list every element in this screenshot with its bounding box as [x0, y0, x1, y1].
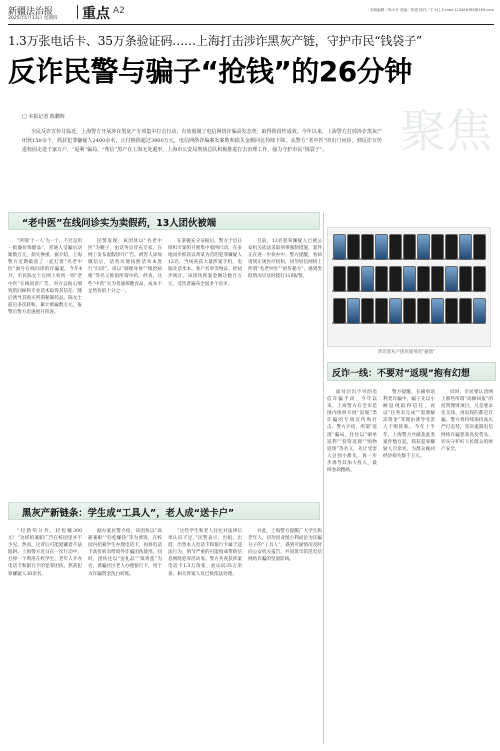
paragraph: “所谓‘十一人’为一个，不过是用一批廉价保健品”，普通人受骗后动辄数万元，损失惨重。据介绍，上海警方近期破获了一起打着“名老中医”旗号在线问诊的诈骗案。今年4月，市民陈女士在网上看到一则“老中医”在线问诊广告，对方以贴心细致的问候和专业话术取得其信任，随后诱导其购买所谓秘制药品。陈女士前后多次转账，累计被骗数万元，报警后警方迅速展开侦查。 [8, 239, 82, 315]
article-column [168, 528, 242, 744]
article-column [327, 389, 377, 744]
paper-name: 新疆法治报 [8, 7, 54, 17]
phone-image [445, 234, 458, 260]
phone-image [361, 234, 374, 260]
article-column [8, 528, 82, 744]
article-column [441, 389, 493, 744]
issue-date: 2025年5月13日 星期四 [8, 16, 58, 21]
watermark-text: 聚焦 [400, 104, 492, 158]
phone-image [417, 298, 430, 324]
page-number: A2 [113, 6, 125, 16]
article-column [383, 389, 435, 744]
paragraph: 警方提醒，在刷单返利类诈骗中，骗子先以小额返现取得信任，再以“任务未完成”“需要解冻资金”等理由诱导受害人不断转账。今年上半年，上海警方共破获此类案件数百起，抓获犯罪嫌疑人百余名，为群众挽回经济损失数千万元。 [383, 390, 435, 459]
paragraph: 据办案民警介绍，该团伙以“高薪兼职”“轻松赚钱”等为诱饵，在校园内招募学生办理电话卡，再将电话卡高价转卖给境外诈骗团伙使用。同时，团伙还以“送礼品”“领鸡蛋”为名，诱骗社区老人办理银行卡，用于为诈骗资金洗白转账。 [88, 529, 162, 577]
header-divider [77, 5, 78, 19]
article-column [248, 528, 322, 744]
paragraph: “拉新奖分券，轻松赚300元！”这样的兼职广告在校园里并不少见。然而，这背后可能暗藏着不法陷阱。上海警方近日在一次行动中，打掉一个利用在校学生、老年人开办电话卡和银行卡的犯罪团伙，抓获犯罪嫌疑人30余名。 [8, 529, 82, 577]
article-column [88, 238, 162, 500]
phone-image [389, 234, 402, 260]
phone-image [333, 298, 346, 324]
phone-image [431, 298, 444, 324]
paragraph: 对此，上海警方提醒广大学生和老年人，切勿因贪图小利而沦为诈骗分子的“工具人”，遇到可疑情况及时向公安机关报告，共同筑牢防范电信网络诈骗的坚固防线。 [248, 529, 322, 563]
paragraph: “这些学生和老人往往对法律后果认识不足。”民警表示，出租、出借、出售本人电话卡和银行卡属于违法行为，情节严重的可能构成帮助信息网络犯罪活动罪。警方共查获涉案电话卡1.3万余张、验证码35万余条，相关涉案人员已被依法处理。 [168, 529, 242, 577]
phone-image [459, 266, 472, 292]
phone-image [375, 234, 388, 260]
article-column [248, 238, 322, 500]
phone-image [361, 266, 374, 292]
phone-image [389, 298, 402, 324]
phone-image [403, 234, 416, 260]
phone-image [403, 266, 416, 292]
paragraph: 目前，13名犯罪嫌疑人已被公安机关依法采取刑事强制措施，案件正在进一步侦办中。警方提醒，看病请到正规医疗机构，切勿轻信网络上所谓“名老中医”“祖传秘方”，遇到类似情况应及时拨打110报警。 [248, 239, 322, 280]
phone-image [473, 266, 486, 292]
phone-image [347, 234, 360, 260]
byline: □ 本报记者 陈鹏辉 [22, 114, 65, 120]
section-label: 重点 [82, 6, 110, 22]
phone-image [417, 266, 430, 292]
paragraph: 同时，市民要认清网上那些所谓“高额回报”的投资理财项目，凡是要求先交钱、再返现的都是诈骗。警方将持续保持高压严打态势，坚决遏制电信网络诈骗犯罪高发势头，切实守护好人民群众的财产安全。 [441, 390, 493, 452]
section-title-2: 反诈一线：不要对“返现”抱有幻想 [332, 369, 470, 379]
lead-paragraph [22, 128, 382, 184]
section-title-3: 黑灰产新链条：学生成“工具人”，老人成“送卡户” [22, 508, 235, 519]
section-title-1: “老中医”在线问诊实为卖假药，13人团伙被端 [22, 218, 217, 229]
phone-image [361, 298, 374, 324]
phone-image [431, 234, 444, 260]
phone-image [445, 298, 458, 324]
article-title: 反诈民警与骗子“抢钱”的26分钟 [8, 55, 412, 88]
phone-image [389, 266, 402, 292]
phone-image [375, 298, 388, 324]
article-column [8, 238, 82, 500]
column-divider [323, 212, 324, 744]
phone-image [375, 266, 388, 292]
photo-phone-rack [327, 227, 491, 347]
phone-image [431, 266, 444, 292]
header-rule [8, 24, 494, 25]
phone-image [459, 298, 472, 324]
paragraph: 在掌握充分证据后，警方于近日组织专案组开展集中收网行动，在多地同步抓获以黄某为首的犯罪嫌疑人13名，当场查获大量涉案手机、电脑及话术本、客户名单等物证。经初步统计，该团伙涉案金额达数百万元，受害者遍布全国多个省市。 [168, 239, 242, 287]
editor-info: 本版编辑／徐小平 美编／张娟 校对／王小红 E-mail:123456789@163.com [369, 8, 494, 12]
phone-image [333, 266, 346, 292]
phone-image [347, 298, 360, 324]
phone-image [403, 298, 416, 324]
phone-image [333, 234, 346, 260]
paragraph: 民警发现，该团伙以“名老中医”为幌子，由话务员冒充专家，在网上发布虚假诊疗广告。被害人添加微信后，话务员便按照话术本进行“问诊”，再以“调理身体”“根治病根”等名义推销所谓中药。经查，这些“中药”实为普通保健食品，成本不足售价的十分之一。 [88, 239, 162, 294]
phone-image [473, 298, 486, 324]
phone-image [347, 266, 360, 292]
phone-image [445, 266, 458, 292]
article-subtitle: 1.3万张电话卡、35万条验证码……上海打击涉诈黑灰产链，守护市民“钱袋子” [8, 34, 422, 48]
article-column [88, 528, 162, 744]
lead-text: 全民反诈宣传月临近，上海警方开展涉诈黑灰产专项集中打击行动，有效遏制了电信网络诈骗高发态势，取得阶段性成效。今年以来，上海警方打掉涉诈黑灰产团伙150余个，抓获犯罪嫌疑人2400余名，止付挽损超过3900万元，电信网络诈骗案发案数和损失金额同比持续下降。从警方“老中医”的出门问诊，到反诈宣传进校园走进千家万户，“返利”骗局、“帮信”黑产在上海无处遁形，上海市公安局刑侦总队积极推进打击治理工作，强力守护市民“钱袋子”。 [22, 129, 382, 153]
paragraph: 面对层出不穷的电信诈骗手段，今年以来，上海警方在全市范围内组织开展“返现”类诈骗的专项宣传和打击。警方介绍，所谓“返现”骗局，往往以“刷单返利”“投资返现”“购物返现”等名义，先让受害人尝到小甜头，再一步步诱导其加大投入，最终卷款跑路。 [327, 390, 377, 474]
photo-caption: 涉诈黑灰产团伙使用的“猫池” [378, 350, 436, 355]
phone-image [459, 234, 472, 260]
phone-image [473, 234, 486, 260]
phone-image [417, 234, 430, 260]
article-column [168, 238, 242, 500]
